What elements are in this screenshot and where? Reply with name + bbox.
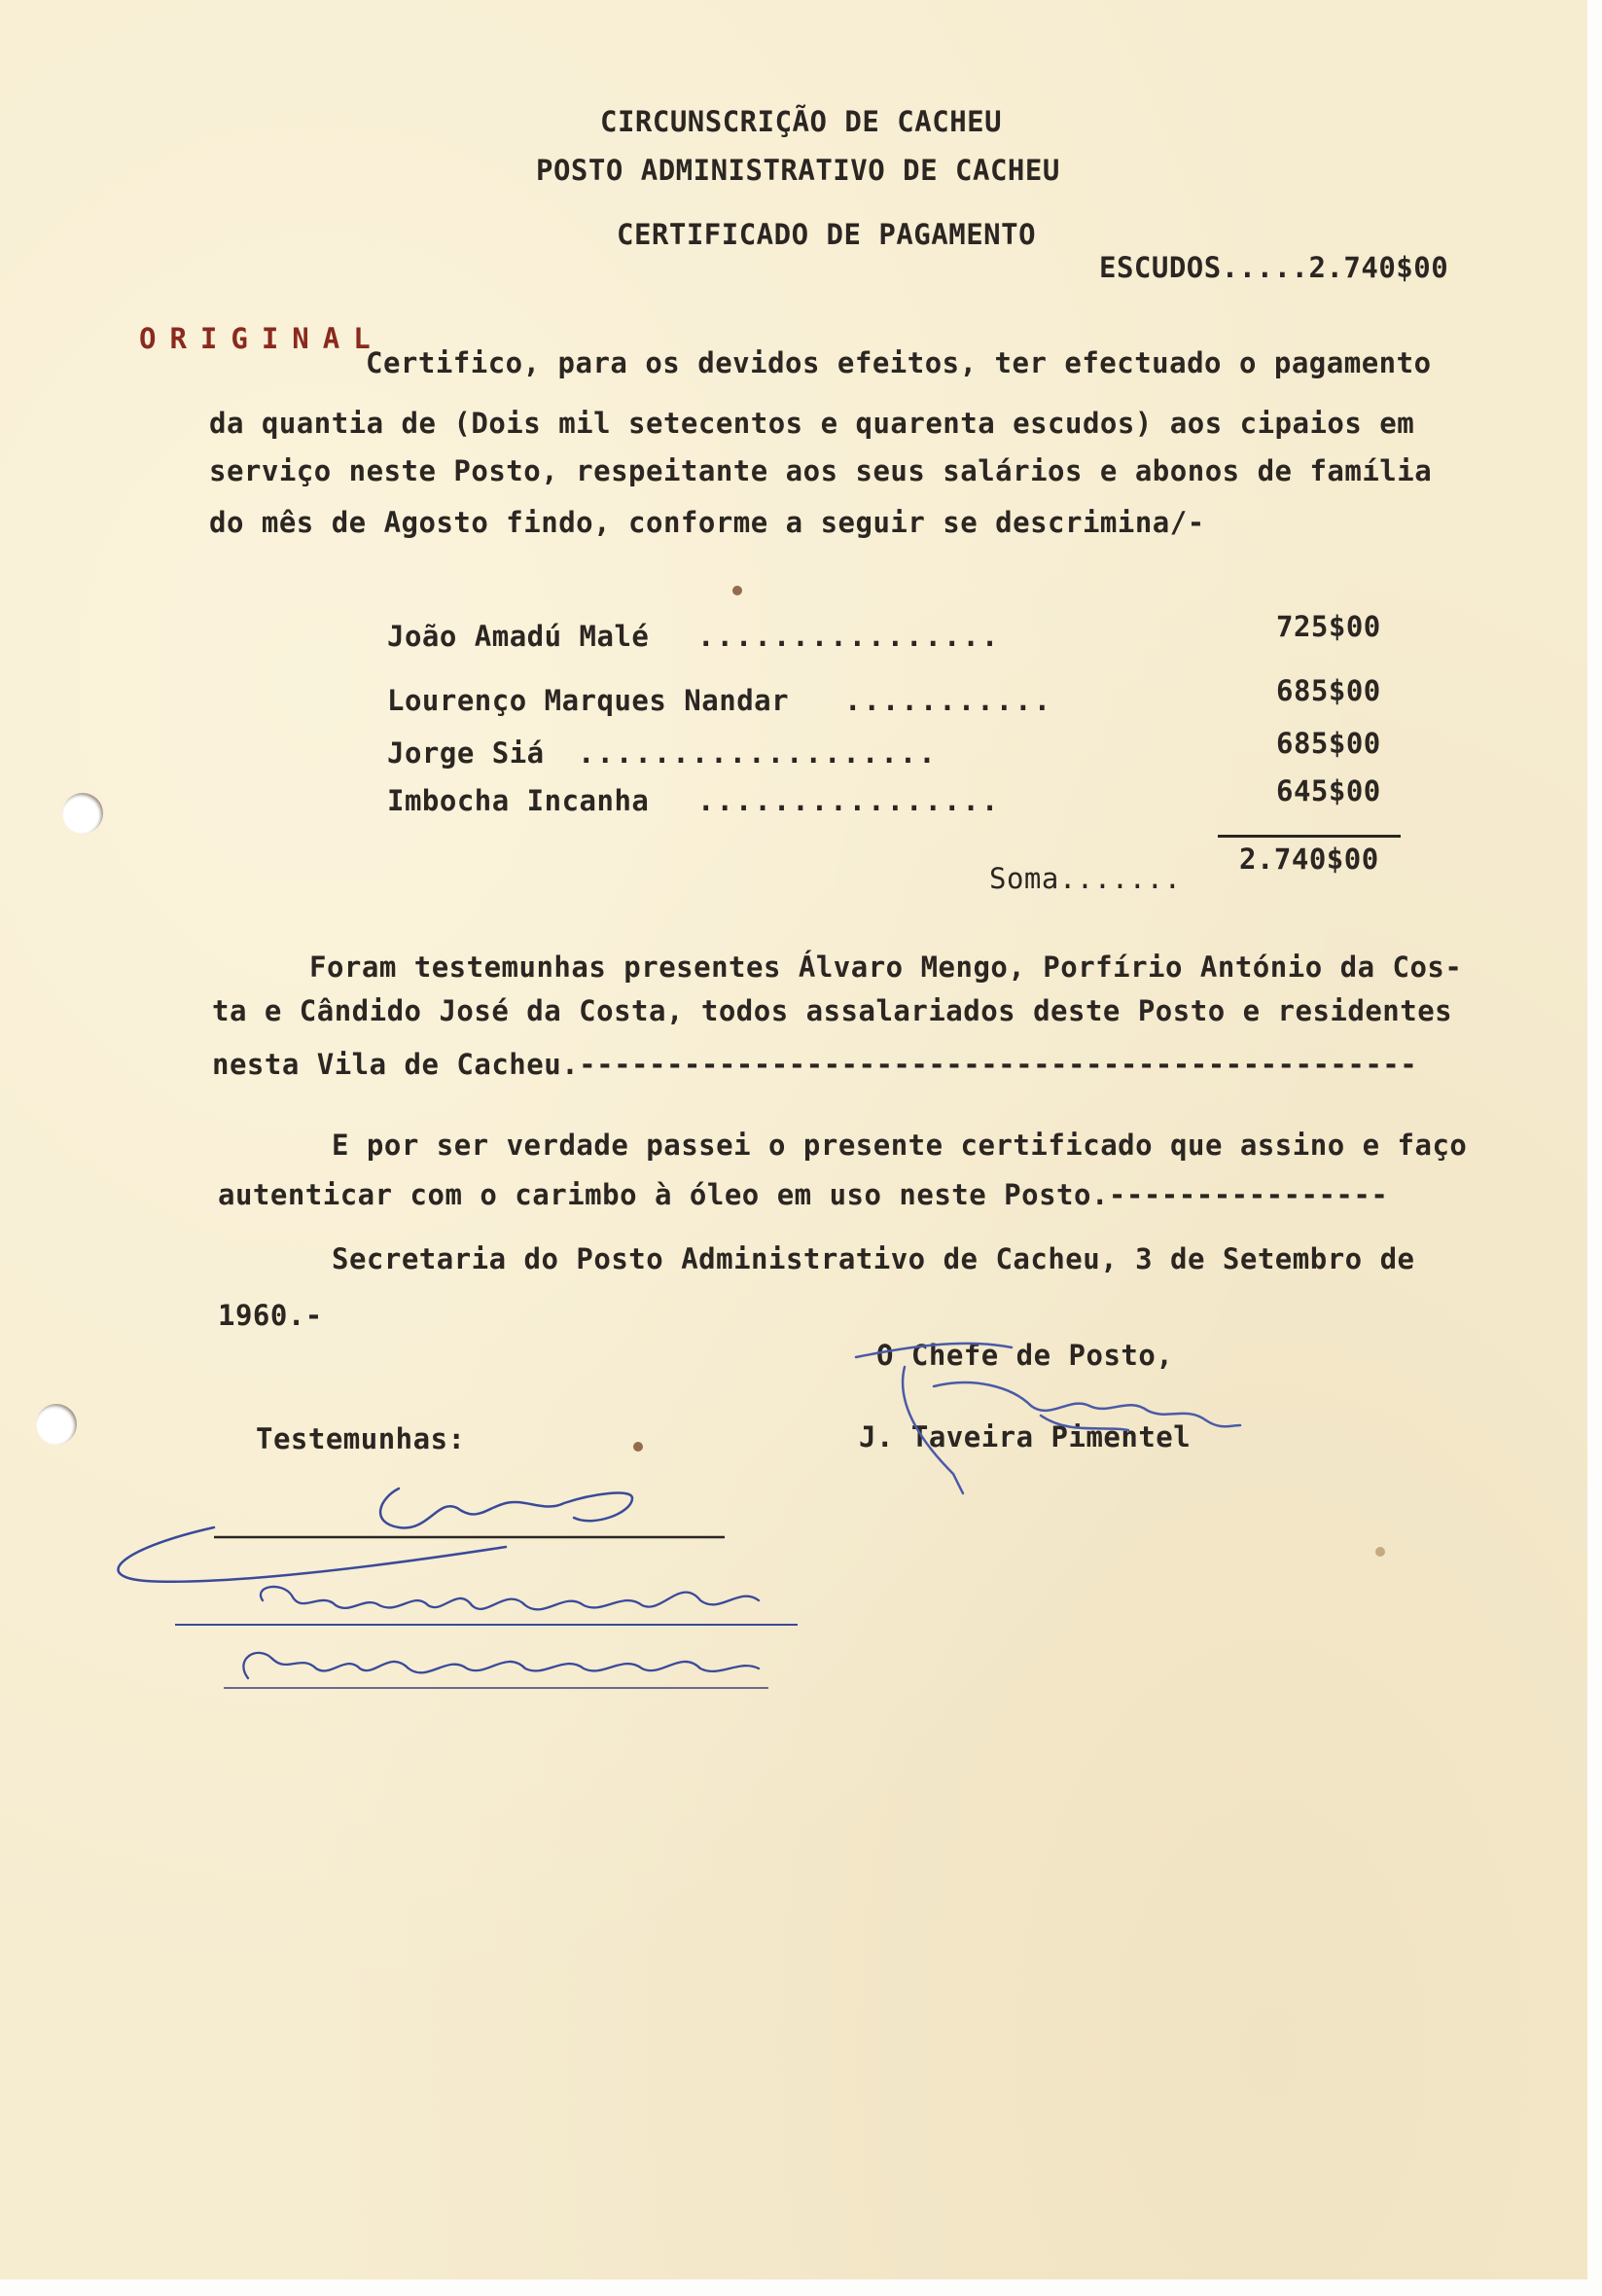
payment-name: João Amadú Malé — [387, 620, 650, 653]
payment-leader: ................ — [697, 784, 1001, 817]
payment-leader: ................ — [697, 620, 1001, 653]
witness-para-line-1: Foram testemunhas presentes Álvaro Mengo, Porfírio António da Cos- — [309, 951, 1463, 984]
scan-margin-bottom — [0, 2279, 1602, 2296]
witness-para-line-2: ta e Cândido José da Costa, todos assalariados deste Posto e residentes — [212, 994, 1453, 1027]
payment-name: Imbocha Incanha — [387, 784, 650, 817]
payment-leader: ........... — [844, 684, 1053, 717]
signatory-title: O Chefe de Posto, — [876, 1339, 1174, 1372]
intro-line-1: Certifico, para os devidos efeitos, ter efectuado o pagamento — [366, 346, 1432, 379]
sum-label: Soma....... — [989, 862, 1182, 895]
ink-speck — [732, 586, 742, 595]
punch-hole — [62, 793, 103, 834]
ink-speck — [1375, 1547, 1385, 1557]
truth-para-line-2: autenticar com o carimbo à óleo em uso neste Posto.---------------- — [218, 1178, 1389, 1211]
intro-line-2: da quantia de (Dois mil setecentos e quarenta escudos) aos cipaios em — [209, 407, 1415, 440]
intro-line-3: serviço neste Posto, respeitante aos seus salários e abonos de família — [209, 454, 1433, 487]
ink-speck — [633, 1442, 643, 1452]
payment-name: Lourenço Marques Nandar — [387, 684, 790, 717]
place-date-line-2: 1960.- — [218, 1299, 323, 1332]
place-date-line-1: Secretaria do Posto Administrativo de Cacheu, 3 de Setembro de — [332, 1242, 1415, 1275]
punch-hole — [36, 1404, 77, 1445]
payment-amount: 685$00 — [1276, 727, 1381, 760]
original-label: ORIGINAL — [139, 322, 384, 355]
payment-name: Jorge Siá — [387, 736, 545, 770]
payment-leader: ................... — [578, 736, 938, 770]
payment-amount: 645$00 — [1276, 774, 1381, 807]
witness-para-line-3: nesta Vila de Cacheu.------------------------------------------------ — [212, 1048, 1418, 1081]
payment-amount: 725$00 — [1276, 610, 1381, 643]
witness-signatures — [88, 1469, 827, 1712]
total-amount-header: ESCUDOS.....2.740$00 — [1099, 251, 1449, 284]
chefe-signature — [846, 1328, 1255, 1503]
payment-amount: 685$00 — [1276, 674, 1381, 707]
scan-margin-right — [1587, 0, 1602, 2296]
posto-heading: POSTO ADMINISTRATIVO DE CACHEU — [536, 154, 1060, 187]
intro-line-4: do mês de Agosto findo, conforme a seguir se descrimina/- — [209, 506, 1205, 539]
document-title: CERTIFICADO DE PAGAMENTO — [617, 218, 1037, 251]
sum-value: 2.740$00 — [1239, 843, 1379, 876]
truth-para-line-1: E por ser verdade passei o presente certificado que assino e faço — [332, 1129, 1468, 1162]
sum-rule — [1218, 835, 1401, 838]
signatory-name: J. Taveira Pimentel — [859, 1420, 1192, 1453]
witnesses-label: Testemunhas: — [256, 1422, 466, 1455]
circunscricao-heading: CIRCUNSCRIÇÃO DE CACHEU — [600, 105, 1003, 138]
